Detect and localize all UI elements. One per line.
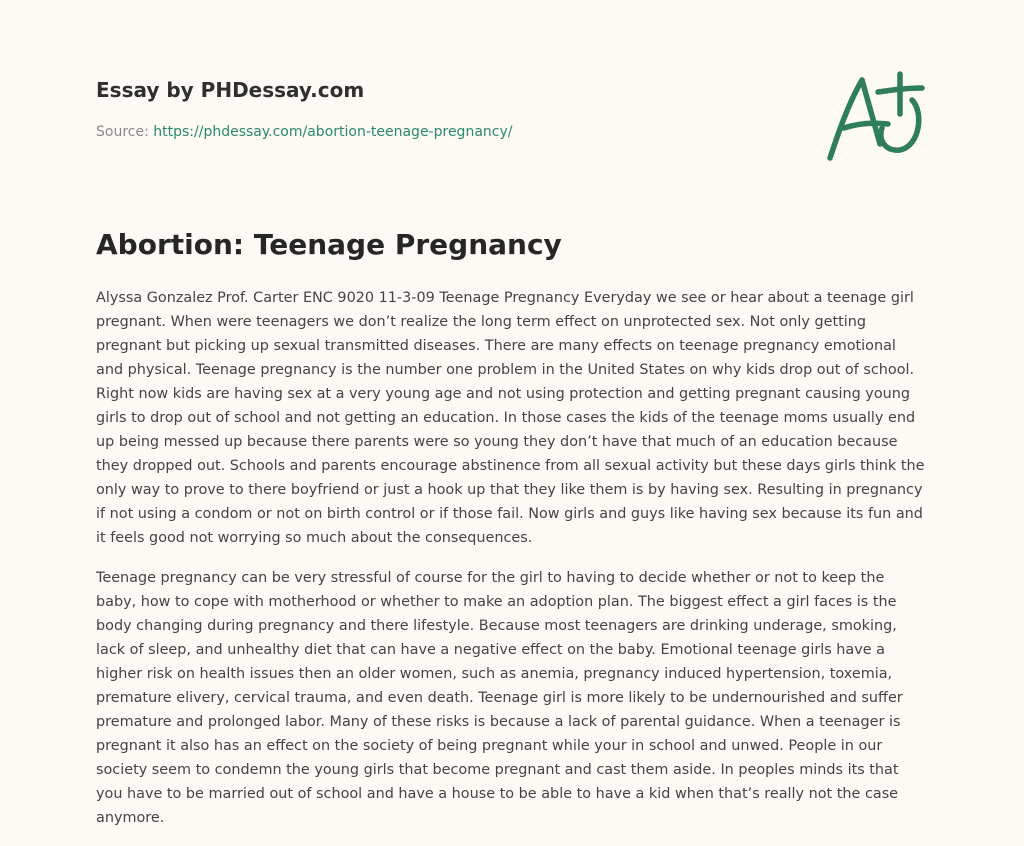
source-link[interactable]: https://phdessay.com/abortion-teenage-pregnancy/ bbox=[153, 124, 513, 140]
brand-title: Essay by PHDessay.com bbox=[96, 78, 365, 102]
source-line bbox=[96, 123, 796, 141]
essay-paragraph: Alyssa Gonzalez Prof. Carter ENC 9020 11-3-09 Teenage Pregnancy Everyday we see or hear about a teenage girl pregnant. When were teenagers we don’t realize the long term effect on unprotected sex. Not only getting pregnant but picking up sexual transmitted diseases. There are many effects on teenage pregnancy emotional and physical. Teenage pregnancy is the number one problem in the United States on why kids drop out of school. Right now kids are having sex at a very young age and not using protection and getting pregnant causing young girls to drop out of school and not getting an education. In those cases the kids of the teenage moms usually end up being messed up because there parents were so young they don’t have that much of an education because they dropped out. Schools and parents encourage abstinence from all sexual activity but these days girls think the only way to prove to there boyfriend or just a hook up that they like them is by having sex. Resulting in pregnancy if not using a condom or not on birth control or if those fail. Now girls and guys like having sex because its fun and it feels good not worrying so much about the consequences. bbox=[96, 290, 925, 546]
source-label: Source: bbox=[96, 124, 154, 140]
site-header bbox=[96, 77, 796, 141]
essay-body bbox=[96, 286, 926, 846]
essay-title: Abortion: Teenage Pregnancy bbox=[96, 228, 562, 261]
a-plus-grade-icon bbox=[820, 66, 930, 166]
essay-paragraph: Teenage pregnancy can be very stressful of course for the girl to having to decide whether or not to keep the baby, how to cope with motherhood or whether to make an adoption plan. The biggest effect a girl faces is the body changing during pregnancy and there lifestyle. Because most teenagers are drinking underage, smoking, lack of sleep, and unhealthy diet that can have a negative effect on the baby. Emotional teenage girls have a higher risk on health issues then an older women, such as anemia, pregnancy induced hypertension, toxemia, premature elivery, cervical trauma, and even death. Teenage girl is more likely to be undernourished and suffer premature and prolonged labor. Many of these risks is because a lack of parental guidance. When a teenager is pregnant it also has an effect on the society of being pregnant while your in school and unwed. People in our society seem to condemn the young girls that become pregnant and cast them aside. In peoples minds its that you have to be married out of school and have a house to be able to have a kid when that’s really not the case anymore. bbox=[96, 570, 903, 826]
